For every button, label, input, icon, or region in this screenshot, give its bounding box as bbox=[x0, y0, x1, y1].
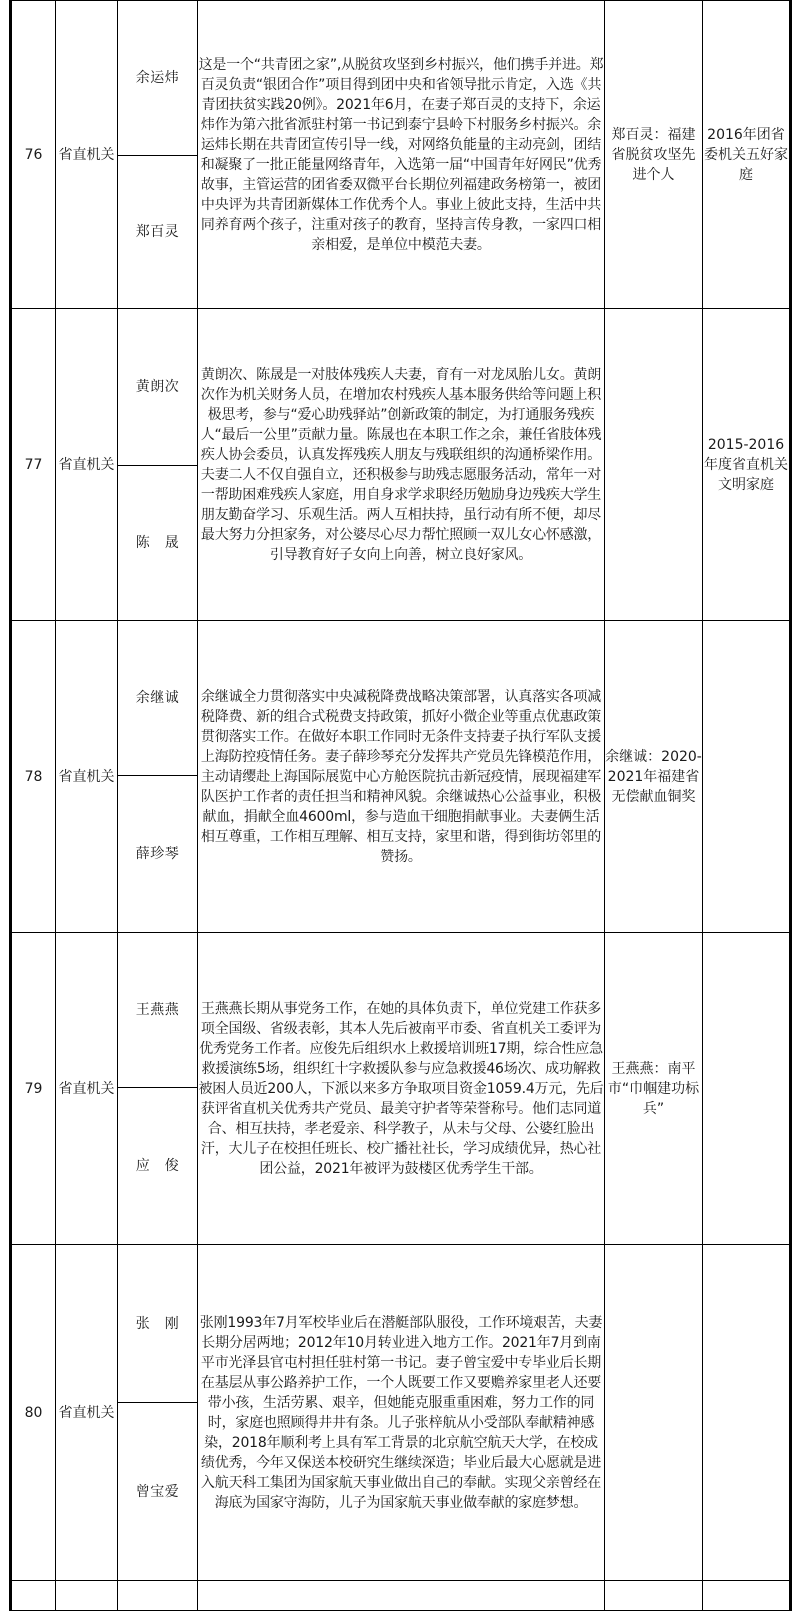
family-honor-cell bbox=[703, 621, 791, 933]
unit-cell bbox=[56, 1581, 118, 1611]
description-cell bbox=[198, 1581, 605, 1611]
family-honor-cell bbox=[703, 1581, 791, 1611]
member-name: 陈 晟 bbox=[118, 466, 198, 621]
table-row bbox=[11, 621, 791, 776]
description-text: 余继诚全力贯彻落实中央减税降费战略决策部署，认真落实各项减税降费、新的组合式税费支持政策，抓好小微企业等重点优惠政策贯彻落实工作。在做好本职工作同时无条件支持妻子执行军队支援上海防控疫情任务。妻子薛珍琴充分发挥共产党员先锋模范作用，主动请缨赴上海国际展览中心方舱医院抗击新冠疫情，展现福建军队医护工作者的责任担当和精神风貌。余继诚热心公益事业，积极献血，捐献全血4600ml，参与造血干细胞捐献事业。夫妻俩生活相互尊重，工作相互理解、相互支持，家里和谐，得到街坊邻里的赞扬。 bbox=[200, 688, 602, 865]
member-name bbox=[118, 1581, 198, 1611]
member-name: 余运炜 bbox=[118, 1, 198, 156]
row-number: 77 bbox=[11, 309, 56, 621]
description-cell bbox=[198, 1, 605, 309]
member-name: 曾宝爱 bbox=[118, 1403, 198, 1581]
description-text: 王燕燕长期从事党务工作，在她的具体负责下，单位党建工作获多项全国级、省级表彰，其本人先后被南平市委、省直机关工委评为优秀党务工作者。应俊先后组织水上救援培训班17期，综合性应急救援演练5场，组织红十字救援队参与应急救援46场次、成功解救被困人员近200人，下派以来多方争取项目资金1059.4万元，先后获评省直机关优秀共产党员、最美守护者等荣誉称号。他们志同道合、相互扶持，孝老爱亲、科学教子，从未与父母、公婆红脸出汗，大儿子在校担任班长、校广播社社长，学习成绩优异，热心社团公益，2021年被评为鼓楼区优秀学生干部。 bbox=[198, 1000, 604, 1177]
description-text: 张刚1993年7月军校毕业后在潜艇部队服役，工作环境艰苦，夫妻长期分居两地；2012年10月转业进入地方工作。2021年7月到南平市光泽县官屯村担任驻村第一书记。妻子曾宝爱中专毕业后长期在基层从事公路养护工作，一个人既要工作又要赡养家里老人还要带小孩，生活劳累、艰辛，但她能克服重重困难，努力工作的同时，家庭也照顾得井井有条。儿子张梓航从小受部队奉献精神感染，2018年顺利考上具有军工背景的北京航空航天大学，在校成绩优秀，今年又保送本校研究生继续深造；毕业后最大心愿就是进入航天科工集团为国家航天事业做出自己的奉献。实现父亲曾经在海底为国家守海防，儿子为国家航天事业做奉献的家庭梦想。 bbox=[199, 1314, 603, 1511]
description-cell bbox=[198, 1245, 605, 1581]
family-honor-cell: 2015-2016年度省直机关文明家庭 bbox=[703, 309, 791, 621]
personal-honor-cell: 余继诚：2020-2021年福建省无偿献血铜奖 bbox=[605, 621, 703, 933]
family-honor-cell: 2016年团省委机关五好家庭 bbox=[703, 1, 791, 309]
table-row bbox=[11, 1245, 791, 1403]
personal-honor-cell: 郑百灵：福建省脱贫攻坚先进个人 bbox=[605, 1, 703, 309]
member-name: 薛珍琴 bbox=[118, 776, 198, 933]
member-name: 张 刚 bbox=[118, 1245, 198, 1403]
personal-honor-cell: 王燕燕：南平市“巾帼建功标兵” bbox=[605, 933, 703, 1245]
table-row bbox=[11, 933, 791, 1088]
family-honor-cell bbox=[703, 1245, 791, 1581]
unit-cell: 省直机关 bbox=[56, 1245, 118, 1581]
description-text: 这是一个“共青团之家”,从脱贫攻坚到乡村振兴，他们携手并进。郑百灵负责“银团合作”项目得到团中央和省领导批示肯定，入选《共青团扶贫实践20例》。2021年6月，在妻子郑百灵的支持下，余运炜作为第六批省派驻村第一书记到泰宁县岭下村服务乡村振兴。余运炜长期在共青团宣传引导一线，对网络负能量的主动亮剑，团结和凝聚了一批正能量网络青年，入选第一届“中国青年好网民”优秀故事，主管运营的团省委双微平台长期位列福建政务榜第一，被团中央评为共青团新媒体工作优秀个人。事业上彼此支持，生活中共同养育两个孩子，注重对孩子的教育，坚持言传身教，一家四口相亲相爱，是单位中模范夫妻。 bbox=[198, 56, 604, 253]
row-number: 80 bbox=[11, 1245, 56, 1581]
family-honor-cell bbox=[703, 933, 791, 1245]
description-text: 黄朗次、陈晟是一对肢体残疾人夫妻，育有一对龙凤胎儿女。黄朗次作为机关财务人员，在增加农村残疾人基本服务供给等问题上积极思考，参与“爱心助残驿站”创新政策的制定，为打通服务残疾人“最后一公里”贡献力量。陈晟也在本职工作之余，兼任省肢体残疾人协会委员，认真发挥残疾人朋友与残联组织的沟通桥梁作用。夫妻二人不仅自强自立，还积极参与助残志愿服务活动，常年一对一帮助困难残疾人家庭，用自身求学求职经历勉励身边残疾大学生朋友勤奋学习、乐观生活。两人互相扶持，虽行动有所不便，却尽最大努力分担家务，对公婆尽心尽力帮忙照顾一双儿女心怀感激，引导教育好子女向上向善，树立良好家风。 bbox=[200, 366, 602, 563]
table-row-cutoff bbox=[11, 1581, 791, 1611]
personal-honor-cell bbox=[605, 1581, 703, 1611]
table-row bbox=[11, 309, 791, 466]
description-cell bbox=[198, 309, 605, 621]
family-honor-table bbox=[9, 0, 792, 1611]
row-number: 79 bbox=[11, 933, 56, 1245]
family-table-sheet bbox=[9, 0, 792, 1611]
member-name: 黄朗次 bbox=[118, 309, 198, 466]
description-cell bbox=[198, 621, 605, 933]
member-name: 王燕燕 bbox=[118, 933, 198, 1088]
table-row bbox=[11, 1, 791, 156]
row-number bbox=[11, 1581, 56, 1611]
unit-cell: 省直机关 bbox=[56, 933, 118, 1245]
description-cell bbox=[198, 933, 605, 1245]
personal-honor-cell bbox=[605, 309, 703, 621]
member-name: 余继诚 bbox=[118, 621, 198, 776]
unit-cell: 省直机关 bbox=[56, 309, 118, 621]
unit-cell: 省直机关 bbox=[56, 621, 118, 933]
row-number: 78 bbox=[11, 621, 56, 933]
member-name: 应 俊 bbox=[118, 1088, 198, 1245]
personal-honor-cell bbox=[605, 1245, 703, 1581]
unit-cell: 省直机关 bbox=[56, 1, 118, 309]
row-number: 76 bbox=[11, 1, 56, 309]
member-name: 郑百灵 bbox=[118, 156, 198, 309]
